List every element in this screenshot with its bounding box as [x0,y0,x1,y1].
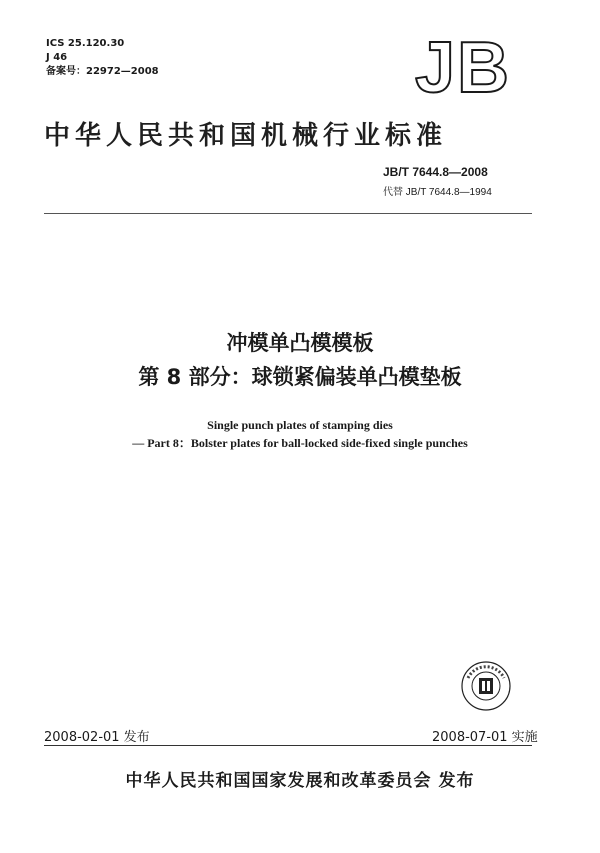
title-chinese-line2: 第 8 部分：球锁紧偏装单凸模垫板 [138,365,462,389]
ics-code: ICS 25.120.30 [46,38,125,49]
classification-code: J 46 [46,52,68,63]
header-divider [44,213,532,214]
implementation-date: 2008-07-01 实施 [432,730,538,745]
title-chinese-line1: 冲模单凸模模板 [226,331,374,355]
standard-type-heading: 中华人民共和国机械行业标准 [44,121,448,151]
publish-date: 2008-02-01 发布 [44,730,150,745]
title-english-line2: — Part 8：Bolster plates for ball-locked side-fixed single punches [132,436,468,450]
replaces-standard: 代替 JB/T 7644.8—1994 [383,187,492,198]
standard-number: JB/T 7644.8—2008 [383,165,488,179]
footer-divider [44,745,532,746]
publisher-seal-icon [460,660,512,712]
record-number: 备案号：22972—2008 [46,66,159,77]
title-english-line1: Single punch plates of stamping dies [207,418,393,432]
jb-logo: JB [414,28,512,108]
issuing-authority: 中华人民共和国国家发展和改革委员会 发布 [125,771,475,791]
